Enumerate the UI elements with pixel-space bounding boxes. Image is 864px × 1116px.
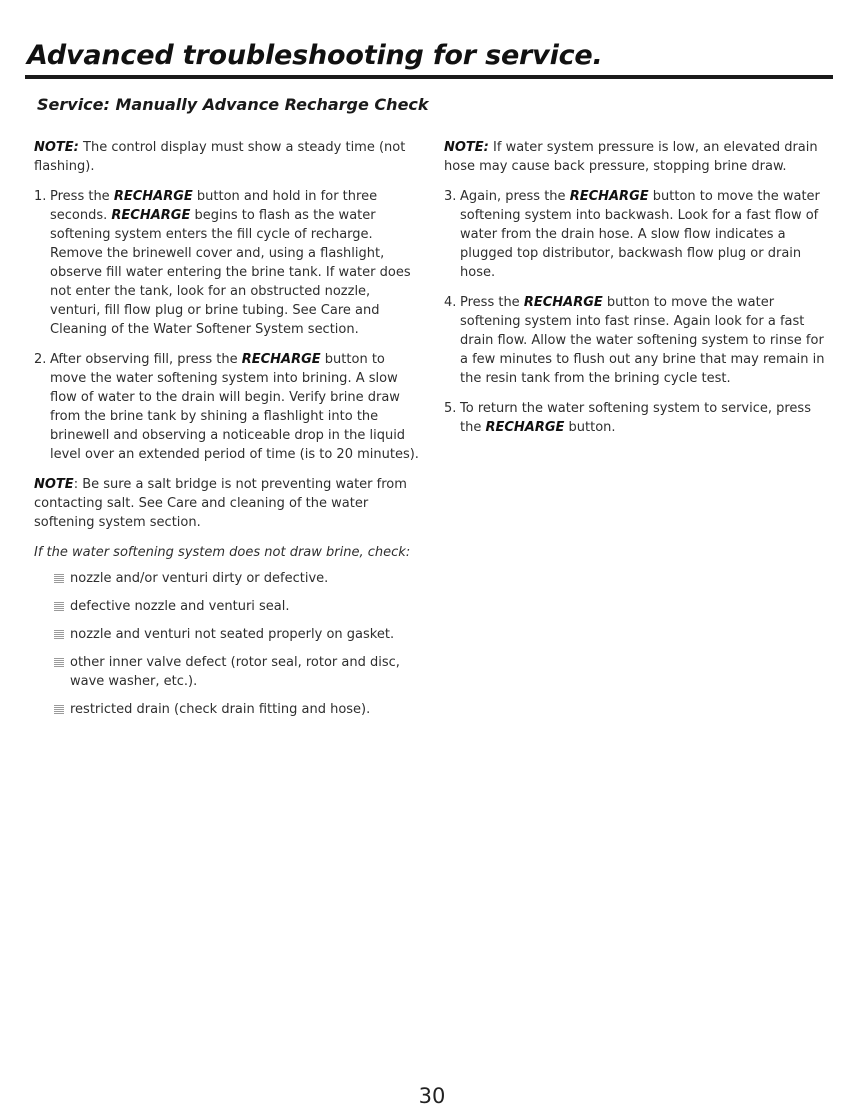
note-salt-bridge [34,475,424,532]
check-list [34,569,424,719]
step-text: button and hold in for three seconds. [50,189,378,223]
note-flashing [34,138,424,176]
recharge-keyword: RECHARGE [241,352,321,367]
check-text: defective nozzle and venturi seal. [70,599,290,614]
note-text: : Be sure a salt bridge is not preventing water from contacting salt. See Care and cleaning of the water softening system section. [34,477,407,530]
check-item [54,597,424,616]
step-text: Press the [460,295,524,310]
right-column [444,138,834,448]
step-number: 1. [34,189,47,204]
step-text: button to move the water softening system into fast rinse. Again look for a fast drain flow. Allow the water softening system to rinse for a few minutes to flush out any brine that may remain in the resin tank from the brining cycle test. [460,295,825,386]
page-title: Advanced troubleshooting for service. [27,40,603,71]
note-text: If water system pressure is low, an elevated drain hose may cause back pressure, stopping brine draw. [444,140,818,174]
section-title: Service: Manually Advance Recharge Check [37,95,429,114]
title-rule [25,75,833,79]
note-pressure [444,138,834,176]
step-text: After observing fill, press the [50,352,242,367]
check-text: nozzle and/or venturi dirty or defective. [70,571,329,586]
step-item [34,187,424,339]
step-item [444,399,834,437]
recharge-keyword: RECHARGE [113,189,193,204]
left-steps [34,187,424,464]
page-number: 30 [418,1084,446,1108]
note-text: The control display must show a steady time (not flashing). [34,140,406,174]
recharge-keyword: RECHARGE [111,208,191,223]
step-item [444,293,834,388]
step-text: button. [564,420,616,435]
step-number: 3. [444,189,457,204]
square-bullet-icon [54,658,64,667]
note-label: NOTE [34,477,74,492]
recharge-keyword: RECHARGE [485,420,565,435]
step-text: Again, press the [460,189,570,204]
check-item [54,569,424,588]
step-item [34,350,424,464]
note-label: NOTE: [444,140,489,155]
check-item [54,700,424,719]
right-steps [444,187,834,437]
square-bullet-icon [54,602,64,611]
step-number: 5. [444,401,457,416]
square-bullet-icon [54,574,64,583]
step-item [444,187,834,282]
check-text: nozzle and venturi not seated properly on gasket. [70,627,395,642]
step-number: 4. [444,295,457,310]
step-text: Press the [50,189,114,204]
step-text: button to move the water softening system into brining. A slow flow of water to the drain will begin. Verify brine draw from the brine tank by shining a flashlight into the brinewell and observing a noticeable drop in the liquid level over an extended period of time (is to 20 minutes). [50,352,419,462]
step-number: 2. [34,352,47,367]
note-label: NOTE: [34,140,79,155]
check-lead: If the water softening system does not draw brine, check: [34,545,411,560]
recharge-keyword: RECHARGE [523,295,603,310]
check-item [54,653,424,691]
step-text: To return the water softening system to service, press the [460,401,811,435]
recharge-keyword: RECHARGE [569,189,649,204]
step-text: button to move the water softening system into backwash. Look for a fast flow of water from the drain hose. A slow flow indicates a plugged top distributor, backwash flow plug or drain hose. [460,189,820,280]
check-text: other inner valve defect (rotor seal, rotor and disc, wave washer, etc.). [70,655,400,689]
check-item [54,625,424,644]
square-bullet-icon [54,630,64,639]
left-column [34,138,424,728]
square-bullet-icon [54,705,64,714]
step-text: begins to flash as the water softening system enters the fill cycle of recharge. Remove the brinewell cover and, using a flashlight, observe fill water entering the brine tank. If water does not enter the tank, look for an obstructed nozzle, venturi, fill flow plug or brine tubing. See Care and Cleaning of the Water Softener System section. [50,208,411,337]
check-text: restricted drain (check drain fitting and hose). [70,702,371,717]
